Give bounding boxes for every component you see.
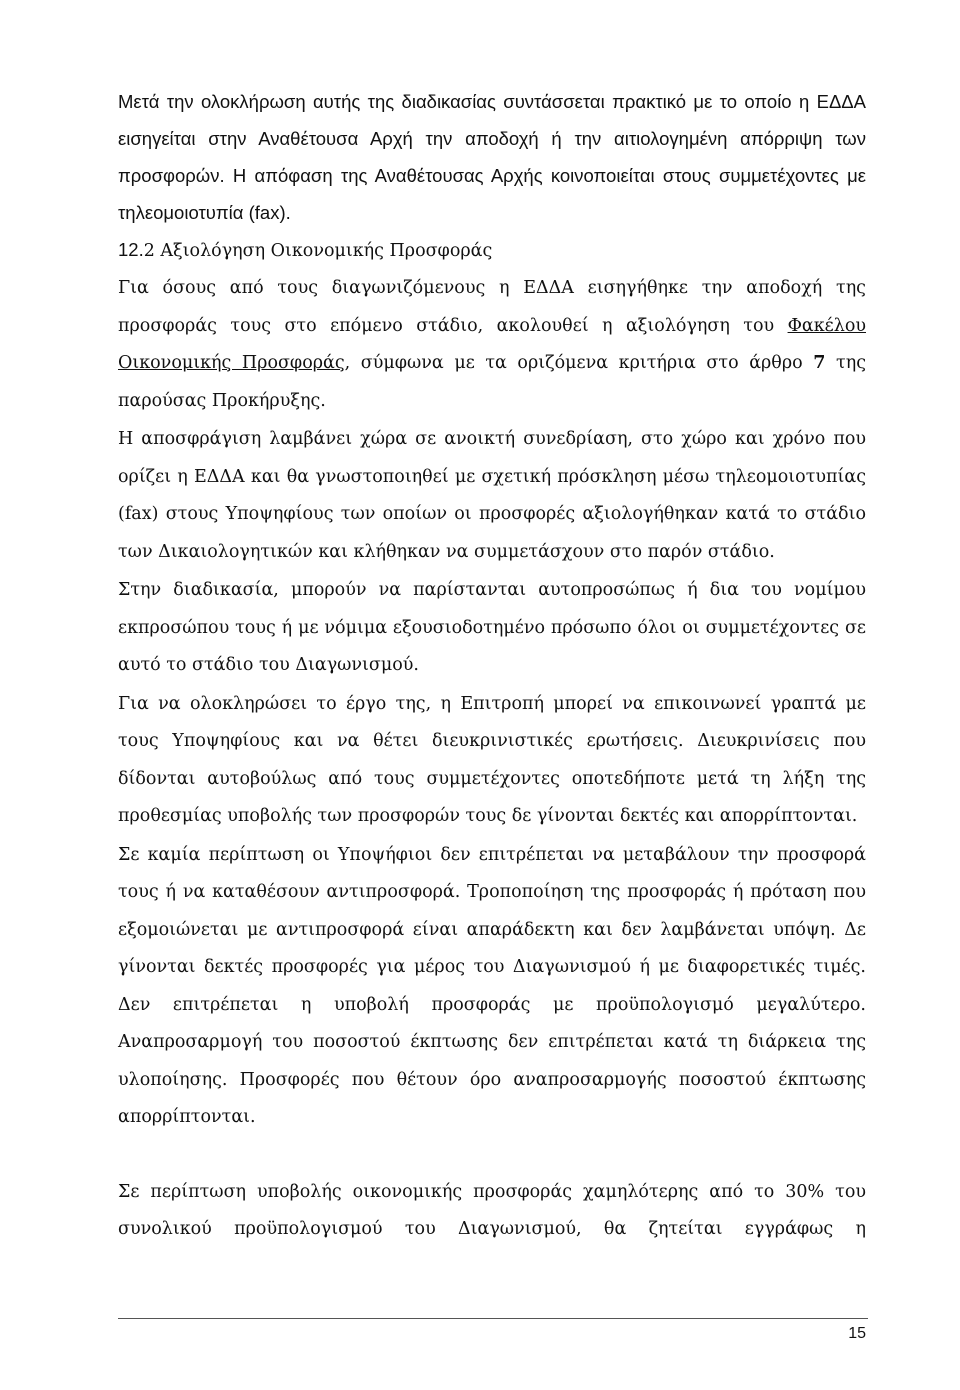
counteroffer-paragraph: Σε καμία περίπτωση οι Υποψήφιοι δεν επιτρέπεται να μεταβάλουν την προσφορά τους ή να καταθέσουν αντιπροσφορά. Τροποποίηση της προσφοράς ή πρόταση που εξομοιώνεται με αντιπροσφορά είναι απαράδεκτη και δεν λαμβάνεται υπόψη. Δε γίνονται δεκτές προσφορές για μέρος του Διαγωνισμού ή με διαφορετικές τιμές. Δεν επιτρέπεται η υποβολή προσφοράς με προϋπολογισμό μεγαλύτερο. Αναπροσαρμογή του ποσοστού έκπτωσης δεν επιτρέπεται κατά τη διάρκεια της υλοποίησης. Προσφορές που θέτουν όρο αναπροσαρμογής ποσοστού έκπτωσης απορρίπτονται. <box>118 844 866 1127</box>
low-offer-paragraph: Σε περίπτωση υποβολής οικονομικής προσφοράς χαμηλότερης από το 30% του συνολικού προϋπολογισμού του Διαγωνισμού, θα ζητείται εγγράφως η <box>118 1181 866 1239</box>
evaluation-paragraph <box>118 270 866 420</box>
opening-paragraph: Η αποσφράγιση λαμβάνει χώρα σε ανοικτή συνεδρίαση, στο χώρο και χρόνο που ορίζει η ΕΔΔΑ και θα γνωστοποιηθεί με σχετική πρόσκληση μέσω τηλεομοιοτυπίας (fax) στους Υποψηφίους των οποίων οι προσφορές αξιολογήθηκαν κατά το στάδιο των Δικαιολογητικών και κλήθηκαν να συμμετάσχουν στο παρόν στάδιο. <box>118 429 866 562</box>
footer-divider <box>118 1318 868 1319</box>
attendance-paragraph: Στην διαδικασία, μπορούν να παρίστανται αυτοπροσώπως ή δια του νομίμου εκπροσώπου τους ή με νόμιμα εξουσιοδοτημένο πρόσωπο όλοι οι συμμετέχοντες σε αυτό το στάδιο του Διαγωνισμού. <box>118 580 866 675</box>
document-body <box>118 83 866 1249</box>
article-number: 7 <box>813 353 826 373</box>
section-heading: 12.2 Αξιολόγηση Οικονομικής Προσφοράς <box>118 239 493 261</box>
page-number: 15 <box>848 1325 866 1342</box>
evaluation-text-middle: , σύμφωνα με τα οριζόμενα κριτήρια στο άρθρο <box>344 353 814 373</box>
financial-offer-folder-link[interactable]: Φακέλου Οικονομικής Προσφοράς <box>118 315 866 373</box>
evaluation-text-start: Για όσους από τους διαγωνιζόμενους η ΕΔΔΑ εισηγήθηκε την αποδοχή της προσφοράς τους στο επόμενο στάδιο, ακολουθεί η αξιολόγηση του <box>118 278 866 336</box>
section-heading-text: 2 Αξιολόγηση Οικονομικής Προσφοράς <box>143 241 493 261</box>
clarifications-paragraph: Για να ολοκληρώσει το έργο της, η Επιτροπή μπορεί να επικοινωνεί γραπτά με τους Υποψηφίους και να θέτει διευκρινιστικές ερωτήσεις. Διευκρινίσεις που δίδονται αυτοβούλως από τους συμμετέχοντες οποτεδήποτε μετά τη λήξη της προθεσμίας υποβολής των προσφορών τους δε γίνονται δεκτές και απορρίπτονται. <box>118 693 866 826</box>
evaluation-text-end: της παρούσας Προκήρυξης. <box>118 353 866 411</box>
intro-paragraph: Μετά την ολοκλήρωση αυτής της διαδικασίας συντάσσεται πρακτικό με το οποίο η ΕΔΔΑ εισηγείται στην Αναθέτουσα Αρχή την αποδοχή ή την αιτιολογημένη απόρριψη των προσφορών. Η απόφαση της Αναθέτουσας Αρχής κοινοποιείται στους συμμετέχοντες με τηλεομοιοτυπία (fax). <box>118 91 866 223</box>
